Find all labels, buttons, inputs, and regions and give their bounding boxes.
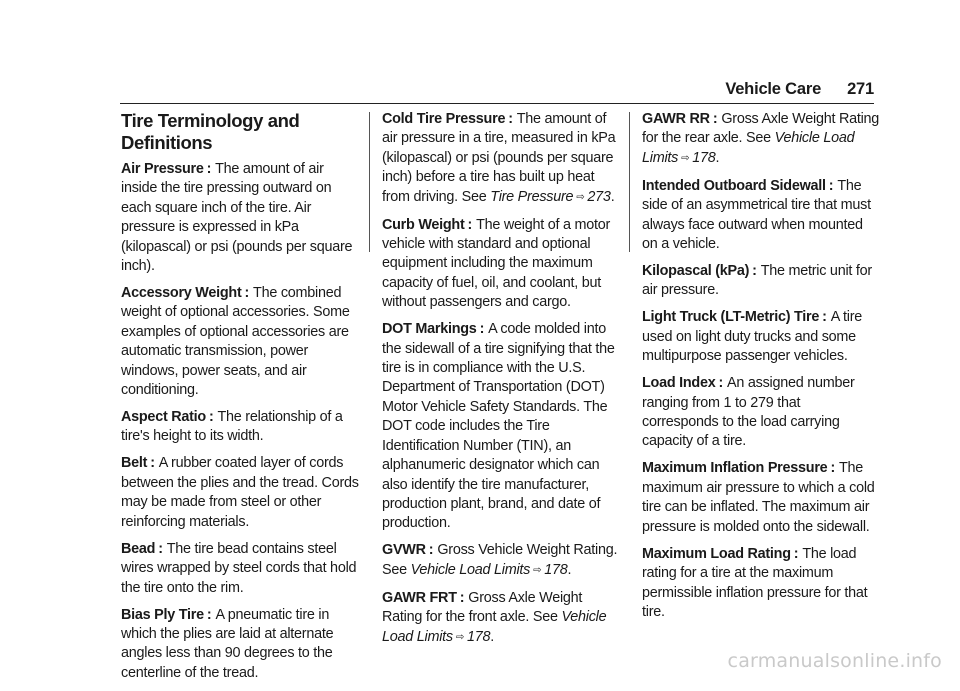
definition-entry xyxy=(642,110,880,169)
definition-term: Air Pressure xyxy=(121,161,204,177)
definition-entry xyxy=(121,540,359,598)
definition-text: The relationship of a tire's height to its width. xyxy=(121,409,343,445)
definition-text: Gross Vehicle Weight Rating. xyxy=(437,542,618,559)
term-separator: : xyxy=(508,111,513,127)
definition-text: The tire bead contains steel wires wrapped by steel cords that hold the tire onto the rim. xyxy=(121,540,357,596)
cross-reference-link[interactable]: Vehicle Load Limits xyxy=(382,609,607,645)
definition-entry xyxy=(642,459,880,537)
definitions-list xyxy=(382,110,620,648)
page-number: 271 xyxy=(847,80,874,98)
definitions-list xyxy=(121,160,359,683)
column-1 xyxy=(121,110,359,691)
definition-entry xyxy=(642,262,880,301)
definition-text: The maximum air pressure to which a cold tire can be inflated. The maximum air pressure is molded onto the sidewall. xyxy=(642,460,875,535)
definition-text: A pneumatic tire in which the plies are laid at alternate angles less than 90 degrees to the centerline of the tread. xyxy=(121,606,334,681)
term-separator: : xyxy=(206,161,212,177)
see-label: See xyxy=(532,609,558,626)
term-separator: : xyxy=(793,545,799,562)
sentence-end: . xyxy=(610,188,615,205)
definition-entry xyxy=(382,216,620,313)
definition-entry xyxy=(642,545,880,623)
definition-text: The metric unit for air pressure. xyxy=(642,263,872,299)
header-section-title: Vehicle Care xyxy=(725,80,822,98)
definition-term: DOT Markings xyxy=(382,321,477,338)
definition-term: Maximum Inflation Pressure xyxy=(642,460,828,477)
definition-text: The load rating for a tire at the maximum permissible inflation pressure for that tire. xyxy=(642,545,868,620)
definition-term: GVWR xyxy=(382,542,426,559)
cross-reference-page[interactable]: 178 xyxy=(544,561,568,578)
page-reference-arrow-icon: ⇨ xyxy=(681,152,690,164)
term-separator: : xyxy=(206,606,212,623)
sentence-end: . xyxy=(567,561,572,578)
definition-entry xyxy=(121,454,359,532)
definition-term: Curb Weight xyxy=(382,216,465,233)
term-separator: : xyxy=(244,285,250,302)
definition-term: GAWR RR xyxy=(642,111,710,127)
definitions-list xyxy=(642,110,880,622)
term-separator: : xyxy=(208,409,214,426)
term-separator: : xyxy=(712,111,718,127)
definition-term: Light Truck (LT-Metric) Tire xyxy=(642,309,820,326)
page-reference-arrow-icon: ⇨ xyxy=(455,631,464,643)
cross-reference-link[interactable]: Vehicle Load Limits xyxy=(410,561,531,578)
term-separator: : xyxy=(830,460,835,477)
definition-term: Maximum Load Rating xyxy=(642,545,791,562)
definition-text: A tire used on light duty trucks and some multipurpose passenger vehicles. xyxy=(642,309,863,365)
cross-reference-page[interactable]: 178 xyxy=(466,628,491,645)
definition-entry xyxy=(121,284,359,400)
cross-reference-page[interactable]: 178 xyxy=(692,149,716,166)
definition-text: A code molded into the sidewall of a tire signifying that the tire is in compliance with the U.S. Department of Transportation (DOT) Motor Vehicle Safety Standards. The DOT code includes the Tire Identification Number (TIN), an alphanumeric designator which can also identify the tire manufacturer, production plant, brand, and date of production. xyxy=(382,321,615,532)
sentence-end: . xyxy=(715,149,720,166)
sentence-end: . xyxy=(490,628,494,645)
definition-entry xyxy=(642,177,880,255)
term-separator: : xyxy=(828,177,834,194)
definition-text: The weight of a motor vehicle with standard and optional equipment including the maximum capacity of fuel, oil, and coolant, but without passengers and cargo. xyxy=(382,216,611,311)
term-separator: : xyxy=(479,321,485,338)
column-divider xyxy=(369,112,370,252)
running-header xyxy=(725,80,874,99)
definition-text: The amount of air inside the tire pressing outward on each square inch of the tire. Air pressure is expressed in kPa (kilopascal) or psi (pounds per square inch). xyxy=(121,161,353,275)
definition-term: Intended Outboard Sidewall xyxy=(642,177,826,194)
term-separator: : xyxy=(459,589,465,606)
column-2 xyxy=(382,110,620,656)
watermark: carmanualsonline.info xyxy=(727,650,942,672)
definition-term: Aspect Ratio xyxy=(121,409,206,426)
definition-entry xyxy=(382,589,620,648)
see-label: See xyxy=(746,130,771,147)
term-separator: : xyxy=(150,455,155,472)
term-separator: : xyxy=(467,216,473,233)
page-reference-arrow-icon: ⇨ xyxy=(533,564,542,576)
column-divider xyxy=(629,112,630,252)
see-label: See xyxy=(461,188,487,205)
definition-text: Gross Axle Weight Rating for the rear axle. xyxy=(642,111,880,147)
definition-text: The side of an asymmetrical tire that must always face outward when mounted on a vehicle. xyxy=(642,177,871,253)
definition-text: The amount of air pressure in a tire, measured in kPa (kilopascal) or psi (pounds per square inch) before a tire has built up heat from driving. xyxy=(382,111,616,205)
definition-entry xyxy=(642,308,880,366)
term-separator: : xyxy=(158,540,163,557)
cross-reference-link[interactable]: Tire Pressure xyxy=(490,188,574,205)
column-3 xyxy=(642,110,880,630)
cross-reference-link[interactable]: Vehicle Load Limits xyxy=(642,130,855,166)
see-label: See xyxy=(382,561,407,578)
definition-entry xyxy=(382,110,620,208)
term-separator: : xyxy=(718,375,724,392)
definition-term: Bias Ply Tire xyxy=(121,606,204,623)
definition-text: An assigned number ranging from 1 to 279 that corresponds to the load carrying capacity of a tire. xyxy=(642,375,855,450)
definition-entry xyxy=(121,160,359,276)
definition-entry xyxy=(382,541,620,581)
header-rule xyxy=(120,103,874,104)
definition-entry xyxy=(382,320,620,533)
definition-term: Kilopascal (kPa) xyxy=(642,263,750,280)
definition-term: Belt xyxy=(121,455,148,472)
definition-entry xyxy=(121,408,359,447)
definition-term: Bead xyxy=(121,540,156,557)
definition-text: A rubber coated layer of cords between the plies and the tread. Cords may be made from steel or other reinforcing materials. xyxy=(121,455,359,530)
section-title: Tire Terminology and Definitions xyxy=(121,110,300,153)
definition-text: Gross Axle Weight Rating for the front axle. xyxy=(382,589,583,626)
definition-text: The combined weight of optional accessories. Some examples of optional accessories are automatic transmission, power windows, power seats, and air conditioning. xyxy=(121,285,350,399)
cross-reference-page[interactable]: 273 xyxy=(587,188,611,205)
definition-term: Load Index xyxy=(642,375,716,392)
definition-entry xyxy=(642,374,880,452)
definition-term: Accessory Weight xyxy=(121,285,242,302)
term-separator: : xyxy=(752,263,757,280)
term-separator: : xyxy=(822,309,827,326)
definition-term: Cold Tire Pressure xyxy=(382,111,506,127)
term-separator: : xyxy=(428,542,434,559)
page-reference-arrow-icon: ⇨ xyxy=(576,191,585,203)
definition-term: GAWR FRT xyxy=(382,589,457,606)
